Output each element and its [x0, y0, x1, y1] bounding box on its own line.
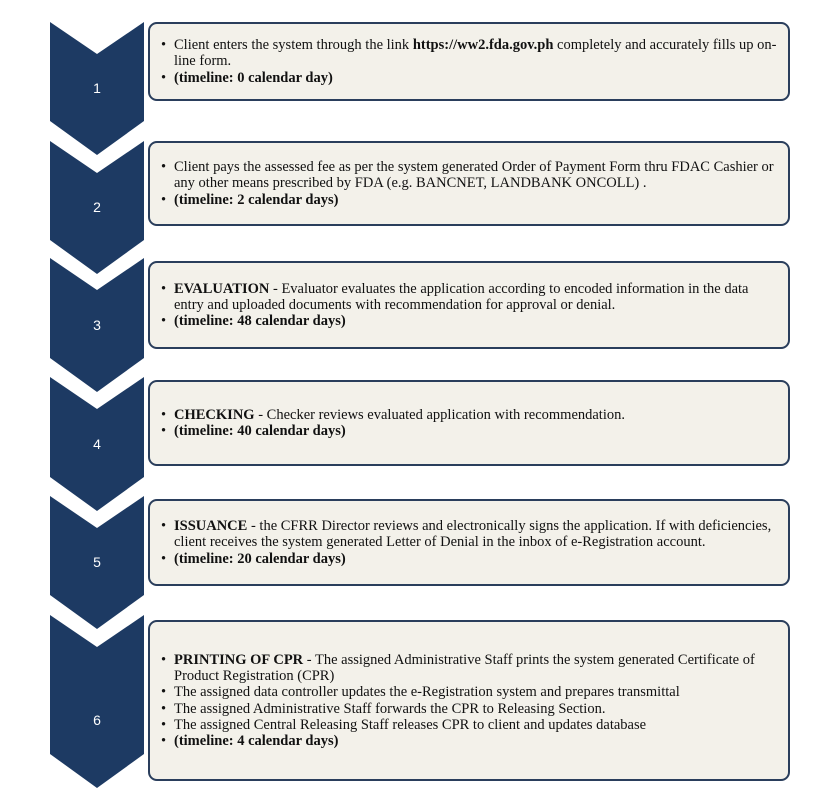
- step-bullet-item: [160, 281, 778, 313]
- bullet-text: The assigned Administrative Staff forwards the CPR to Releasing Section.: [174, 700, 606, 717]
- bullet-text: The assigned data controller updates the e-Registration system and prepares transmittal: [174, 684, 680, 701]
- bullet-heading: (timeline: 0 calendar day): [174, 69, 333, 86]
- step-box-4: [148, 380, 790, 466]
- bullet-heading: (timeline: 20 calendar days): [174, 550, 346, 567]
- bullet-heading: (timeline: 40 calendar days): [174, 423, 346, 439]
- step-box-2: [148, 141, 790, 226]
- step-bullet-item: [160, 518, 778, 550]
- bullet-text: Client enters the system through the link: [174, 37, 413, 54]
- step-bullet-item: [160, 70, 778, 86]
- step-bullet-item: [160, 733, 778, 749]
- step-number-1: 1: [93, 80, 101, 96]
- step-bullet-item: [160, 551, 778, 567]
- bullet-text: - Checker reviews evaluated application with recommendation.: [254, 406, 625, 423]
- step-box-3: [148, 261, 790, 349]
- step-box-5: [148, 499, 790, 586]
- step-bullet-item: [160, 423, 625, 439]
- step-bullet-item: [160, 684, 778, 700]
- bullet-text: The assigned Central Releasing Staff releases CPR to client and updates database: [174, 716, 647, 733]
- bullet-text-after: completely and accurately fills up on-line form.: [174, 37, 777, 70]
- step-chevron-6: [50, 615, 144, 788]
- step-bullet-item: [160, 407, 625, 423]
- step-bullet-list: [160, 518, 778, 567]
- step-bullet-item: [160, 313, 778, 329]
- step-number-5: 5: [93, 554, 101, 570]
- step-box-1: [148, 22, 790, 101]
- step-bullet-item: [160, 652, 778, 684]
- bullet-heading: ISSUANCE: [174, 518, 248, 535]
- bullet-link-text: https://ww2.fda.gov.ph: [412, 37, 554, 54]
- step-bullet-list: [160, 652, 778, 749]
- bullet-text: - the CFRR Director reviews and electronically signs the application. If with deficiencies, client receives the system generated Letter of Denial in the inbox of e-Registration account.: [174, 518, 772, 551]
- bullet-text: Client pays the assessed fee as per the system generated Order of Payment Form thru FDAC Cashier or any other means prescribed by FDA (e.g. BANCNET, LANDBANK ONCOLL) .: [174, 159, 774, 192]
- step-bullet-item: [160, 37, 778, 69]
- step-bullet-list: [160, 407, 625, 439]
- step-number-2: 2: [93, 199, 101, 215]
- bullet-heading: (timeline: 48 calendar days): [174, 313, 346, 330]
- bullet-heading: CHECKING: [174, 406, 255, 423]
- bullet-heading: PRINTING OF CPR: [174, 651, 304, 668]
- bullet-text: - The assigned Administrative Staff prints the system generated Certificate of Product Registration (CPR): [174, 651, 755, 685]
- bullet-text: - Evaluator evaluates the application according to encoded information in the data entry and uploaded documents with recommendation for approval or denial.: [174, 280, 749, 313]
- step-number-4: 4: [93, 436, 101, 452]
- step-bullet-item: [160, 159, 778, 191]
- step-box-6: [148, 620, 790, 781]
- step-bullet-list: [160, 37, 778, 86]
- bullet-heading: (timeline: 2 calendar days): [174, 191, 339, 208]
- step-number-6: 6: [93, 712, 101, 728]
- bullet-heading: (timeline: 4 calendar days): [174, 732, 339, 749]
- step-bullet-item: [160, 717, 778, 733]
- step-bullet-item: [160, 192, 778, 208]
- step-bullet-list: [160, 159, 778, 208]
- bullet-heading: EVALUATION: [174, 280, 270, 297]
- step-bullet-item: [160, 701, 778, 717]
- step-number-3: 3: [93, 317, 101, 333]
- step-bullet-list: [160, 281, 778, 330]
